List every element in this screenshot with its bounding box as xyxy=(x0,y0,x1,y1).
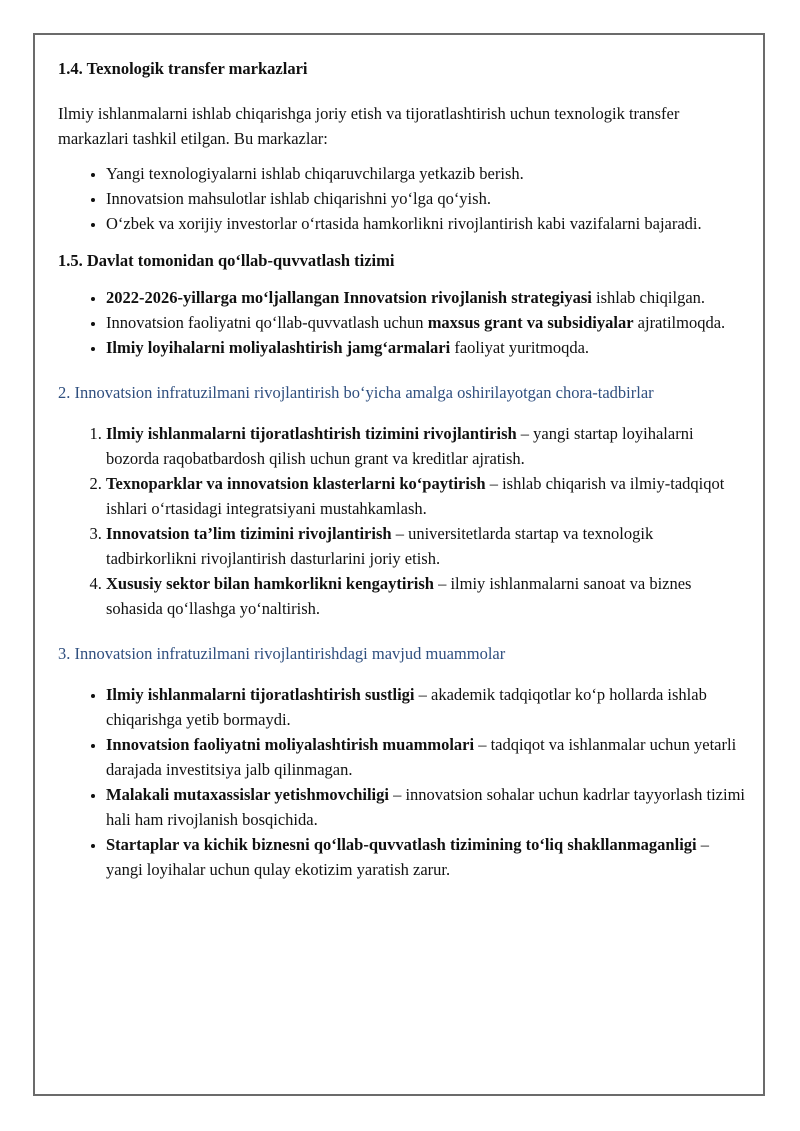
section-1-4-paragraph: Ilmiy ishlanmalarni ishlab chiqarishga joriy etish va tijoratlashtirish uchun texnologik transfer markazlari tashkil etilgan. Bu markazlar: xyxy=(58,104,680,148)
section-3-list xyxy=(58,682,748,882)
section-3-heading: 3. Innovatsion infratuzilmani rivojlantirishdagi mavjud muammolar xyxy=(58,644,506,663)
list-item: • Innovatsion faoliyatni moliyalashtirish muammolari – tadqiqot va ishlanmalar uchun yetarli darajada investitsiya jalb qilinmagan. xyxy=(106,732,748,782)
list-item: • 2022-2026-yillarga mo‘ljallangan Innovatsion rivojlanish strategiyasi ishlab chiqilgan. xyxy=(106,285,748,310)
list-item: • Startaplar va kichik biznesni qo‘llab-quvvatlash tizimining to‘liq shakllanmaganligi – yangi loyihalar uchun qulay ekotizim yaratish zarur. xyxy=(106,832,748,882)
document-body xyxy=(58,56,748,882)
list-item: 3. Innovatsion ta’lim tizimini rivojlantirish – universitetlarda startap va texnologik tadbirkorlikni rivojlantirish dasturlarini joriy etish. xyxy=(106,521,748,571)
list-item: • Innovatsion faoliyatni qo‘llab-quvvatlash uchun maxsus grant va subsidiyalar ajratilmoqda. xyxy=(106,310,748,335)
list-item: • Innovatsion mahsulotlar ishlab chiqarishni yo‘lga qo‘yish. xyxy=(106,186,748,211)
list-item: 2. Texnoparklar va innovatsion klasterlarni ko‘paytirish – ishlab chiqarish va ilmiy-tadqiqot ishlari o‘rtasidagi integratsiyani mustahkamlash. xyxy=(106,471,748,521)
section-1-5-list xyxy=(58,285,748,360)
list-item: 4. Xususiy sektor bilan hamkorlikni kengaytirish – ilmiy ishlanmalarni sanoat va biznes sohasida qo‘llashga yo‘naltirish. xyxy=(106,571,748,621)
section-2-list xyxy=(58,421,748,621)
list-item: • Ilmiy ishlanmalarni tijoratlashtirish sustligi – akademik tadqiqotlar ko‘p hollarda ishlab chiqarishga yetib bormaydi. xyxy=(106,682,748,732)
section-1-4-list xyxy=(58,161,748,236)
list-item: • O‘zbek va xorijiy investorlar o‘rtasida hamkorlikni rivojlantirish kabi vazifalarni bajaradi. xyxy=(106,211,748,236)
list-item: 1. Ilmiy ishlanmalarni tijoratlashtirish tizimini rivojlantirish – yangi startap loyihalarni bozorda raqobatbardosh qilish uchun grant va kreditlar ajratish. xyxy=(106,421,748,471)
list-item: • Ilmiy loyihalarni moliyalashtirish jamg‘armalari faoliyat yuritmoqda. xyxy=(106,335,748,360)
section-2-heading: 2. Innovatsion infratuzilmani rivojlantirish bo‘yicha amalga oshirilayotgan chora-tadbirlar xyxy=(58,383,654,402)
list-item: • Malakali mutaxassislar yetishmovchiligi – innovatsion sohalar uchun kadrlar tayyorlash tizimi hali ham rivojlanish bosqichida. xyxy=(106,782,748,832)
list-item: • Yangi texnologiyalarni ishlab chiqaruvchilarga yetkazib berish. xyxy=(106,161,748,186)
section-1-4-heading: 1.4. Texnologik transfer markazlari xyxy=(58,59,308,78)
section-1-5-heading: 1.5. Davlat tomonidan qo‘llab-quvvatlash tizimi xyxy=(58,251,395,270)
